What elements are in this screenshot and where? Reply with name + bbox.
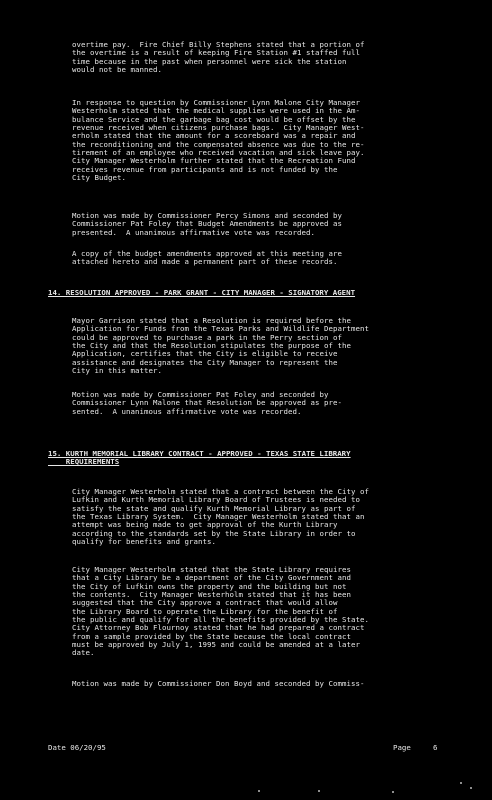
footer-page-number: Page 6 — [393, 743, 438, 752]
heading-item-15: 15. KURTH MEMORIAL LIBRARY CONTRACT - APPROVED - TEXAS STATE LIBRARY REQUIREMENTS — [48, 449, 351, 467]
scan-speck — [470, 787, 472, 789]
footer-date: Date 06/20/95 — [48, 743, 106, 752]
scan-speck — [318, 790, 320, 792]
paragraph-state-library: City Manager Westerholm stated that the State Library requires that a City Library be a department of the City Government and the City of Lufkin owns the property and the building but not the contents. City Manager Westerholm stated that it has been suggested that the City approve a contract that would allow the Library Board to operate the Library for the benefit of the public and qualify for all the benefits provided by the State. City Attorney Bob Flournoy stated that he had prepared a contract from a sample provided by the State because the local contract must be approved by July 1, 1995 and could be amended at a later date. — [72, 565, 369, 658]
paragraph-library-contract: City Manager Westerholm stated that a contract between the City of Lufkin and Kurth Memorial Library Board of Trustees is needed to satisfy the state and qualify Kurth Memorial Library as part of the Texas Library System. City Manager Westerholm stated that an attempt was being made to get approval of the Kurth Library according to the standards set by the State Library in order to qualify for benefits and grants. — [72, 487, 369, 547]
scan-speck — [392, 791, 394, 793]
paragraph-resolution: Mayor Garrison stated that a Resolution is required before the Application for Funds from the Texas Parks and Wildlife Department could be approved to purchase a park in the Perry section of the City and that the Resolution stipulates the purpose of the Application, certifies that the City is eligible to receive assistance and designates the City Manager to represent the City in this matter. — [72, 316, 369, 376]
scan-speck — [460, 782, 462, 784]
scan-speck — [258, 790, 260, 792]
heading-item-14: 14. RESOLUTION APPROVED - PARK GRANT - CITY MANAGER - SIGNATORY AGENT — [48, 288, 356, 297]
paragraph-response-question: In response to question by Commissioner Lynn Malone City Manager Westerholm stated that the medical supplies were used in the Am- bulance Service and the garbage bag cost would be offset by the revenue received when citizens purchase bags. City Manager West- erholm stated that the amount for a scoreboard was a repair and the reconditioning and the compensated absence was due to the re- tirement of an employee who received vacation and sick leave pay. City Manager Westerholm further stated that the Recreation Fund receives revenue from participants and is not funded by the City Budget. — [72, 98, 365, 183]
paragraph-budget-copy: A copy of the budget amendments approved at this meeting are attached hereto and made a permanent part of these records. — [72, 249, 342, 267]
paragraph-motion-budget: Motion was made by Commissioner Percy Simons and seconded by Commissioner Pat Foley that Budget Amendments be approved as presented. A unanimous affirmative vote was recorded. — [72, 211, 342, 237]
paragraph-motion-library: Motion was made by Commissioner Don Boyd and seconded by Commiss- — [72, 679, 365, 688]
paragraph-overtime: overtime pay. Fire Chief Billy Stephens stated that a portion of the overtime is a result of keeping Fire Station #1 staffed full time because in the past when personnel were sick the station would not be manned. — [72, 40, 365, 75]
paragraph-motion-resolution: Motion was made by Commissioner Pat Foley and seconded by Commissioner Lynn Malone that Resolution be approved as pre- sented. A unanimous affirmative vote was recorded. — [72, 390, 342, 416]
